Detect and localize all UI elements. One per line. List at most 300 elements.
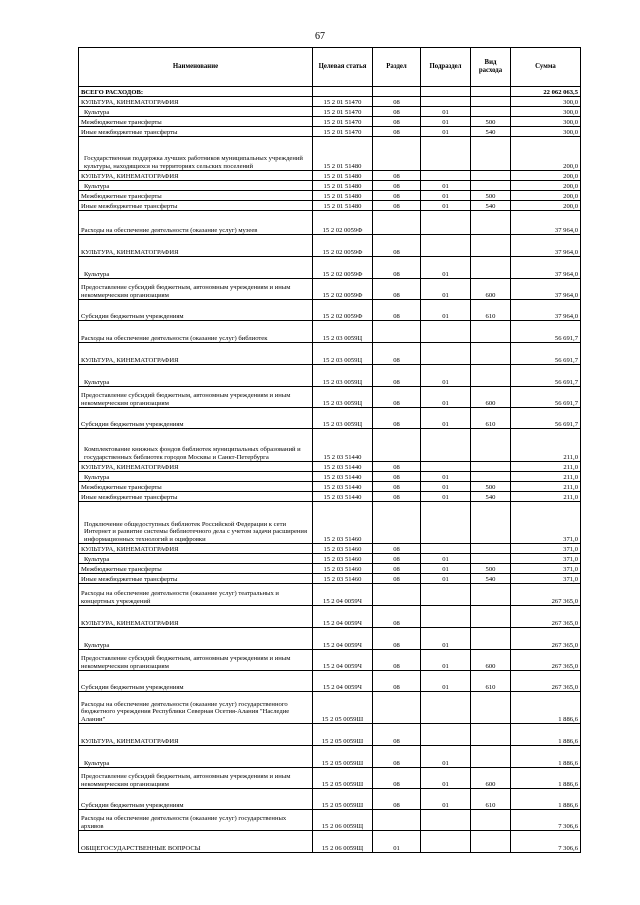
cell-expense-type [471, 606, 511, 628]
cell-expense-type [471, 211, 511, 235]
cell-sum: 1 886,6 [511, 724, 581, 746]
cell-name: Культура [79, 107, 313, 117]
cell-section: 08 [373, 408, 421, 429]
table-row [79, 87, 581, 97]
cell-expense-type: 600 [471, 650, 511, 671]
cell-sum: 371,0 [511, 564, 581, 574]
cell-expense-type: 540 [471, 201, 511, 211]
table-row [79, 201, 581, 211]
cell-target: 15 2 03 51460 [313, 544, 373, 554]
cell-sum: 7 306,6 [511, 810, 581, 831]
table-row [79, 408, 581, 429]
cell-sum: 56 691,7 [511, 387, 581, 408]
cell-target: 15 2 06 0059Щ [313, 810, 373, 831]
table-row [79, 502, 581, 544]
cell-name: КУЛЬТУРА, КИНЕМАТОГРАФИЯ [79, 235, 313, 257]
header-section: Раздел [373, 48, 421, 87]
cell-subsection: 01 [421, 107, 471, 117]
cell-name: Подключение общедоступных библиотек Российской Федерации к сети Интернет и развитие системы библиотечного дела с учетом задачи расширения информационных технологий и оцифровки [79, 502, 313, 544]
cell-name: КУЛЬТУРА, КИНЕМАТОГРАФИЯ [79, 606, 313, 628]
cell-sum: 200,0 [511, 191, 581, 201]
cell-sum: 371,0 [511, 544, 581, 554]
cell-sum: 37 964,0 [511, 257, 581, 279]
cell-expense-type [471, 692, 511, 724]
cell-name: Межбюджетные трансферты [79, 564, 313, 574]
cell-name: Предоставление субсидий бюджетным, автономным учреждениям и иным некоммерческим организациям [79, 768, 313, 789]
header-subsection: Подраздел [421, 48, 471, 87]
cell-expense-type: 600 [471, 387, 511, 408]
table-row [79, 628, 581, 650]
cell-subsection [421, 137, 471, 171]
cell-name: Иные межбюджетные трансферты [79, 492, 313, 502]
cell-subsection [421, 502, 471, 544]
cell-name: Межбюджетные трансферты [79, 117, 313, 127]
cell-subsection [421, 810, 471, 831]
cell-subsection: 01 [421, 492, 471, 502]
cell-target: 15 2 05 0059Ш [313, 692, 373, 724]
cell-section: 08 [373, 564, 421, 574]
table-row [79, 235, 581, 257]
cell-expense-type [471, 544, 511, 554]
cell-target: 15 2 03 0059Ц [313, 408, 373, 429]
table-row [79, 831, 581, 853]
cell-sum: 56 691,7 [511, 408, 581, 429]
table-row [79, 746, 581, 768]
cell-section [373, 211, 421, 235]
cell-section: 08 [373, 387, 421, 408]
cell-sum: 37 964,0 [511, 235, 581, 257]
cell-name: Субсидии бюджетным учреждениям [79, 408, 313, 429]
header-name: Наименование [79, 48, 313, 87]
cell-section: 08 [373, 343, 421, 365]
table-row [79, 768, 581, 789]
cell-target: 15 2 03 51460 [313, 564, 373, 574]
cell-section: 08 [373, 789, 421, 810]
cell-sum: 200,0 [511, 137, 581, 171]
cell-sum: 56 691,7 [511, 365, 581, 387]
cell-section: 08 [373, 235, 421, 257]
cell-expense-type [471, 724, 511, 746]
cell-target: 15 2 03 0059Ц [313, 365, 373, 387]
cell-sum: 1 886,6 [511, 768, 581, 789]
table-row [79, 650, 581, 671]
table-row [79, 671, 581, 692]
cell-target: 15 2 03 51460 [313, 554, 373, 564]
cell-expense-type: 500 [471, 117, 511, 127]
cell-sum: 300,0 [511, 107, 581, 117]
cell-name: Культура [79, 181, 313, 191]
cell-subsection: 01 [421, 117, 471, 127]
cell-expense-type: 610 [471, 671, 511, 692]
cell-section: 08 [373, 181, 421, 191]
cell-target: 15 2 05 0059Ш [313, 789, 373, 810]
cell-sum: 1 886,6 [511, 692, 581, 724]
cell-target: 15 2 04 0059Ч [313, 606, 373, 628]
header-sum: Сумма [511, 48, 581, 87]
cell-section [373, 321, 421, 343]
header-expense-type: Вид расхода [471, 48, 511, 87]
cell-section: 08 [373, 746, 421, 768]
cell-expense-type [471, 746, 511, 768]
table-row [79, 137, 581, 171]
cell-section [373, 692, 421, 724]
expenditure-table [78, 47, 581, 853]
cell-section: 08 [373, 482, 421, 492]
table-row [79, 789, 581, 810]
cell-section [373, 87, 421, 97]
cell-target: 15 2 03 0059Ц [313, 321, 373, 343]
cell-subsection [421, 171, 471, 181]
cell-target: 15 2 01 51480 [313, 191, 373, 201]
cell-name: ОБЩЕГОСУДАРСТВЕННЫЕ ВОПРОСЫ [79, 831, 313, 853]
cell-target [313, 87, 373, 97]
cell-target: 15 2 03 51440 [313, 492, 373, 502]
cell-expense-type: 610 [471, 408, 511, 429]
cell-target: 15 2 03 51440 [313, 482, 373, 492]
cell-name: ВСЕГО РАСХОДОВ: [79, 87, 313, 97]
table-row [79, 107, 581, 117]
cell-subsection [421, 429, 471, 462]
table-row [79, 321, 581, 343]
cell-target: 15 2 03 51440 [313, 472, 373, 482]
cell-subsection: 01 [421, 482, 471, 492]
cell-section: 08 [373, 574, 421, 584]
table-row [79, 544, 581, 554]
cell-section: 08 [373, 650, 421, 671]
cell-name: Расходы на обеспечение деятельности (оказание услуг) музеев [79, 211, 313, 235]
cell-name: Комплектование книжных фондов библиотек муниципальных образований и государственных библиотек городов Москвы и Санкт-Петербурга [79, 429, 313, 462]
table-row [79, 191, 581, 201]
cell-subsection: 01 [421, 472, 471, 482]
cell-subsection: 01 [421, 650, 471, 671]
cell-sum: 300,0 [511, 127, 581, 137]
cell-sum: 267 365,0 [511, 584, 581, 606]
cell-sum: 267 365,0 [511, 671, 581, 692]
table-row [79, 181, 581, 191]
page-number: 67 [315, 31, 325, 42]
cell-target: 15 2 05 0059Ш [313, 724, 373, 746]
cell-expense-type [471, 831, 511, 853]
cell-sum: 371,0 [511, 502, 581, 544]
cell-subsection: 01 [421, 191, 471, 201]
cell-section: 08 [373, 257, 421, 279]
cell-expense-type [471, 462, 511, 472]
cell-sum: 1 886,6 [511, 789, 581, 810]
cell-target: 15 2 05 0059Ш [313, 746, 373, 768]
cell-section: 08 [373, 544, 421, 554]
cell-name: Иные межбюджетные трансферты [79, 201, 313, 211]
cell-target: 15 2 04 0059Ч [313, 628, 373, 650]
cell-sum: 211,0 [511, 492, 581, 502]
cell-expense-type [471, 181, 511, 191]
table-row [79, 554, 581, 564]
cell-name: КУЛЬТУРА, КИНЕМАТОГРАФИЯ [79, 724, 313, 746]
cell-subsection: 01 [421, 671, 471, 692]
cell-subsection: 01 [421, 127, 471, 137]
cell-expense-type [471, 429, 511, 462]
cell-target: 15 2 03 0059Ц [313, 343, 373, 365]
table-row [79, 429, 581, 462]
cell-target: 15 2 01 51470 [313, 97, 373, 107]
cell-name: Культура [79, 257, 313, 279]
cell-target: 15 2 01 51470 [313, 107, 373, 117]
table-row [79, 387, 581, 408]
cell-target: 15 2 01 51470 [313, 117, 373, 127]
cell-sum: 300,0 [511, 117, 581, 127]
cell-subsection: 01 [421, 554, 471, 564]
cell-subsection [421, 97, 471, 107]
cell-sum: 7 306,6 [511, 831, 581, 853]
cell-subsection [421, 211, 471, 235]
cell-subsection: 01 [421, 408, 471, 429]
cell-target: 15 2 03 51440 [313, 462, 373, 472]
cell-section: 08 [373, 201, 421, 211]
cell-name: КУЛЬТУРА, КИНЕМАТОГРАФИЯ [79, 462, 313, 472]
cell-subsection: 01 [421, 628, 471, 650]
cell-name: Культура [79, 746, 313, 768]
cell-section: 08 [373, 472, 421, 482]
cell-name: Расходы на обеспечение деятельности (оказание услуг) государственного бюджетного учреждения Республики Северная Осетия-Алания "Наследие Алании" [79, 692, 313, 724]
cell-section: 08 [373, 492, 421, 502]
cell-expense-type: 540 [471, 127, 511, 137]
cell-name: Межбюджетные трансферты [79, 191, 313, 201]
cell-expense-type [471, 137, 511, 171]
table-row [79, 810, 581, 831]
cell-name: Субсидии бюджетным учреждениям [79, 789, 313, 810]
cell-subsection: 01 [421, 257, 471, 279]
cell-name: Субсидии бюджетным учреждениям [79, 300, 313, 321]
cell-target: 15 2 02 0059Ф [313, 257, 373, 279]
cell-name: Культура [79, 365, 313, 387]
cell-subsection [421, 606, 471, 628]
cell-expense-type: 500 [471, 482, 511, 492]
cell-expense-type [471, 171, 511, 181]
cell-target: 15 2 04 0059Ч [313, 650, 373, 671]
cell-target: 15 2 05 0059Ш [313, 768, 373, 789]
cell-name: Предоставление субсидий бюджетным, автономным учреждениям и иным некоммерческим организациям [79, 387, 313, 408]
cell-sum: 56 691,7 [511, 321, 581, 343]
table-row [79, 584, 581, 606]
cell-expense-type [471, 554, 511, 564]
cell-name: Субсидии бюджетным учреждениям [79, 671, 313, 692]
cell-subsection: 01 [421, 746, 471, 768]
cell-section: 08 [373, 671, 421, 692]
cell-subsection: 01 [421, 279, 471, 300]
cell-subsection [421, 321, 471, 343]
cell-name: Предоставление субсидий бюджетным, автономным учреждениям и иным некоммерческим организациям [79, 650, 313, 671]
cell-sum: 37 964,0 [511, 300, 581, 321]
cell-subsection: 01 [421, 574, 471, 584]
cell-expense-type [471, 343, 511, 365]
cell-section: 08 [373, 300, 421, 321]
cell-name: КУЛЬТУРА, КИНЕМАТОГРАФИЯ [79, 97, 313, 107]
cell-section: 08 [373, 768, 421, 789]
cell-expense-type: 500 [471, 191, 511, 201]
cell-subsection: 01 [421, 564, 471, 574]
table-row [79, 171, 581, 181]
cell-sum: 267 365,0 [511, 628, 581, 650]
cell-subsection [421, 462, 471, 472]
cell-section [373, 810, 421, 831]
cell-sum: 371,0 [511, 554, 581, 564]
cell-expense-type: 610 [471, 300, 511, 321]
cell-name: Иные межбюджетные трансферты [79, 574, 313, 584]
cell-subsection: 01 [421, 789, 471, 810]
cell-sum: 211,0 [511, 462, 581, 472]
cell-expense-type: 610 [471, 789, 511, 810]
cell-name: Государственная поддержка лучших работников муниципальных учреждений культуры, находящихся на территориях сельских поселений [79, 137, 313, 171]
cell-expense-type: 540 [471, 492, 511, 502]
header-target: Целевая статья [313, 48, 373, 87]
cell-section: 01 [373, 831, 421, 853]
table-row [79, 97, 581, 107]
cell-expense-type: 600 [471, 279, 511, 300]
cell-name: Расходы на обеспечение деятельности (оказание услуг) государственных архивов [79, 810, 313, 831]
cell-expense-type: 600 [471, 768, 511, 789]
cell-sum: 267 365,0 [511, 606, 581, 628]
cell-expense-type [471, 235, 511, 257]
cell-expense-type [471, 257, 511, 279]
cell-expense-type [471, 97, 511, 107]
table-header-row [79, 48, 581, 87]
cell-target: 15 2 03 51460 [313, 502, 373, 544]
cell-sum: 56 691,7 [511, 343, 581, 365]
cell-expense-type [471, 628, 511, 650]
cell-target: 15 2 02 0059Ф [313, 300, 373, 321]
cell-section [373, 429, 421, 462]
table-row [79, 117, 581, 127]
cell-section: 08 [373, 365, 421, 387]
cell-sum: 371,0 [511, 574, 581, 584]
cell-sum: 211,0 [511, 429, 581, 462]
cell-name: Культура [79, 628, 313, 650]
cell-target: 15 2 02 0059Ф [313, 279, 373, 300]
cell-subsection [421, 87, 471, 97]
table-row [79, 574, 581, 584]
table-row [79, 724, 581, 746]
cell-name: Межбюджетные трансферты [79, 482, 313, 492]
cell-name: КУЛЬТУРА, КИНЕМАТОГРАФИЯ [79, 171, 313, 181]
cell-expense-type [471, 810, 511, 831]
cell-section: 08 [373, 191, 421, 201]
cell-section [373, 502, 421, 544]
cell-target: 15 2 03 0059Ц [313, 387, 373, 408]
cell-subsection: 01 [421, 387, 471, 408]
cell-section [373, 137, 421, 171]
cell-target: 15 2 04 0059Ч [313, 671, 373, 692]
table-row [79, 211, 581, 235]
table-row [79, 462, 581, 472]
cell-subsection: 01 [421, 181, 471, 191]
cell-section: 08 [373, 97, 421, 107]
cell-name: КУЛЬТУРА, КИНЕМАТОГРАФИЯ [79, 544, 313, 554]
table-row [79, 127, 581, 137]
cell-subsection: 01 [421, 365, 471, 387]
table-row [79, 492, 581, 502]
cell-subsection [421, 831, 471, 853]
cell-expense-type [471, 472, 511, 482]
cell-expense-type: 540 [471, 574, 511, 584]
cell-sum: 300,0 [511, 97, 581, 107]
cell-target: 15 2 03 51460 [313, 574, 373, 584]
table-row [79, 472, 581, 482]
cell-subsection: 01 [421, 300, 471, 321]
cell-sum: 37 964,0 [511, 279, 581, 300]
cell-sum: 200,0 [511, 181, 581, 191]
cell-subsection [421, 544, 471, 554]
cell-subsection [421, 692, 471, 724]
cell-sum: 1 886,6 [511, 746, 581, 768]
table-row [79, 300, 581, 321]
cell-name: КУЛЬТУРА, КИНЕМАТОГРАФИЯ [79, 343, 313, 365]
cell-section: 08 [373, 117, 421, 127]
cell-expense-type [471, 584, 511, 606]
cell-target: 15 2 01 51480 [313, 201, 373, 211]
table-row [79, 365, 581, 387]
table-body [79, 87, 581, 853]
cell-target: 15 2 06 0059Щ [313, 831, 373, 853]
cell-name: Иные межбюджетные трансферты [79, 127, 313, 137]
cell-expense-type [471, 87, 511, 97]
cell-target: 15 2 01 51480 [313, 181, 373, 191]
cell-subsection: 01 [421, 201, 471, 211]
cell-section: 08 [373, 279, 421, 300]
cell-target: 15 2 02 0059Ф [313, 211, 373, 235]
cell-target: 15 2 01 51480 [313, 171, 373, 181]
cell-expense-type [471, 502, 511, 544]
table-row [79, 564, 581, 574]
cell-subsection: 01 [421, 768, 471, 789]
cell-section: 08 [373, 107, 421, 117]
cell-sum: 37 964,0 [511, 211, 581, 235]
cell-target: 15 2 03 51440 [313, 429, 373, 462]
cell-expense-type [471, 107, 511, 117]
cell-section: 08 [373, 554, 421, 564]
cell-expense-type: 500 [471, 564, 511, 574]
cell-expense-type [471, 365, 511, 387]
cell-sum: 22 062 063,5 [511, 87, 581, 97]
cell-section: 08 [373, 171, 421, 181]
cell-section [373, 584, 421, 606]
cell-section: 08 [373, 724, 421, 746]
cell-name: Расходы на обеспечение деятельности (оказание услуг) библиотек [79, 321, 313, 343]
cell-section: 08 [373, 462, 421, 472]
table-row [79, 343, 581, 365]
cell-target: 15 2 01 51480 [313, 137, 373, 171]
cell-section: 08 [373, 606, 421, 628]
cell-sum: 200,0 [511, 171, 581, 181]
cell-subsection [421, 235, 471, 257]
table-row [79, 692, 581, 724]
cell-subsection [421, 724, 471, 746]
cell-target: 15 2 04 0059Ч [313, 584, 373, 606]
cell-target: 15 2 02 0059Ф [313, 235, 373, 257]
cell-name: Культура [79, 472, 313, 482]
cell-target: 15 2 01 51470 [313, 127, 373, 137]
cell-subsection [421, 584, 471, 606]
cell-section: 08 [373, 628, 421, 650]
table-row [79, 257, 581, 279]
cell-sum: 200,0 [511, 201, 581, 211]
cell-sum: 211,0 [511, 482, 581, 492]
cell-name: Расходы на обеспечение деятельности (оказание услуг) театральных и концертных учреждений [79, 584, 313, 606]
cell-name: Культура [79, 554, 313, 564]
cell-section: 08 [373, 127, 421, 137]
cell-name: Предоставление субсидий бюджетным, автономным учреждениям и иным некоммерческим организациям [79, 279, 313, 300]
table-row [79, 482, 581, 492]
cell-expense-type [471, 321, 511, 343]
cell-sum: 267 365,0 [511, 650, 581, 671]
